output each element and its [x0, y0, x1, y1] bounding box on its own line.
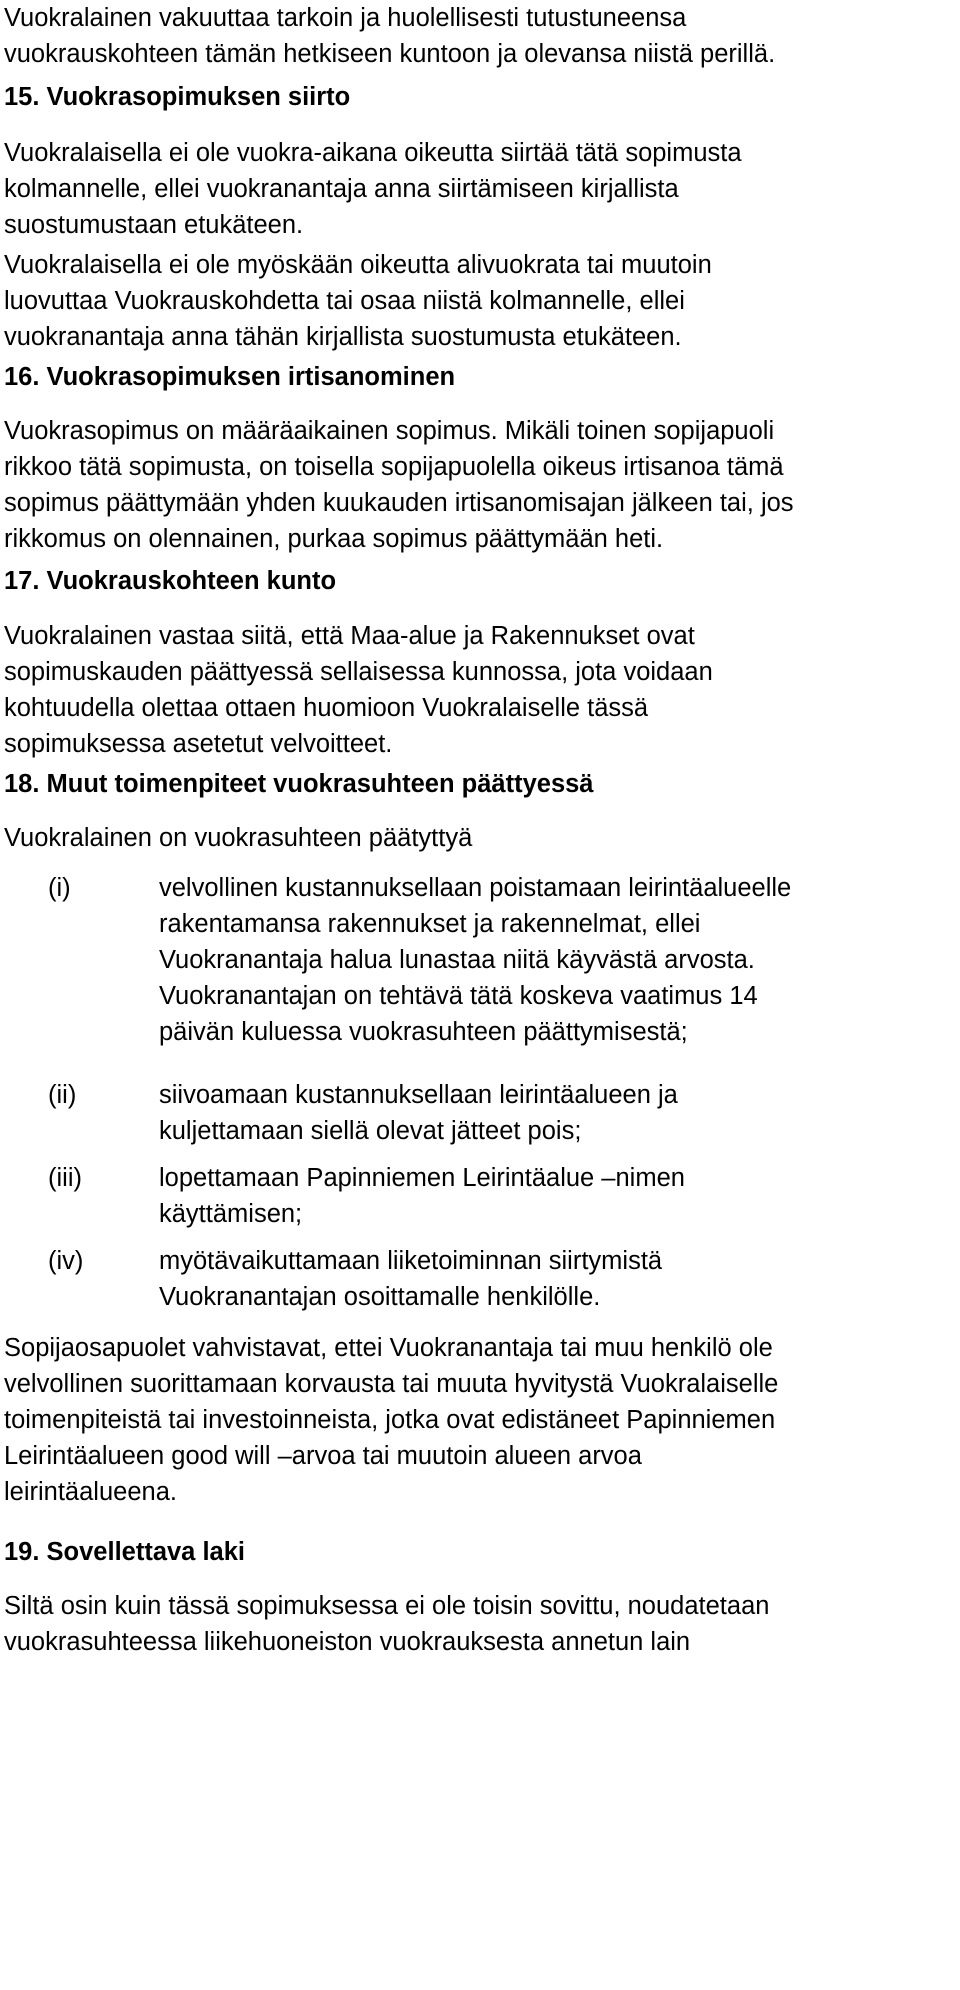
text-line: Vuokranantaja halua lunastaa niitä käyvästä arvosta. [159, 946, 755, 974]
list-item-text [159, 1243, 662, 1315]
text-line: siivoamaan kustannuksellaan leirintäalueen ja [159, 1081, 678, 1109]
section-19-heading: 19. Sovellettava laki [4, 1538, 245, 1566]
text-line: Vuokralaisella ei ole vuokra-aikana oikeutta siirtää tätä sopimusta [4, 139, 742, 167]
section-15-paragraph-1 [4, 135, 954, 243]
list-item-text [159, 870, 791, 1050]
text-line: Vuokralaisella ei ole myöskään oikeutta alivuokrata tai muutoin [4, 251, 712, 279]
list-marker: (iii) [48, 1164, 82, 1192]
text-line: Sopijaosapuolet vahvistavat, ettei Vuokranantaja tai muu henkilö ole [4, 1334, 773, 1362]
text-line: vuokranantaja anna tähän kirjallista suostumusta etukäteen. [4, 323, 682, 351]
text-line: Vuokralainen vakuuttaa tarkoin ja huolellisesti tutustuneensa [4, 4, 687, 32]
text-line: päivän kuluessa vuokrasuhteen päättymisestä; [159, 1018, 688, 1046]
text-line: myötävaikuttamaan liiketoiminnan siirtymistä [159, 1247, 663, 1275]
section-16-heading: 16. Vuokrasopimuksen irtisanominen [4, 363, 456, 391]
text-line: velvollinen suorittamaan korvausta tai muuta hyvitystä Vuokralaiselle [4, 1370, 779, 1398]
section-15-paragraph-2 [4, 247, 954, 355]
list-marker: (iv) [48, 1247, 84, 1275]
list-item-text [159, 1160, 685, 1232]
section-15-heading: 15. Vuokrasopimuksen siirto [4, 83, 351, 111]
list-marker: (i) [48, 874, 71, 902]
text-line: rikkomus on olennainen, purkaa sopimus päättymään heti. [4, 525, 664, 553]
text-line: Leirintäalueen good will –arvoa tai muutoin alueen arvoa [4, 1442, 642, 1470]
section-17-paragraph [4, 618, 954, 762]
text-line: leirintäalueena. [4, 1478, 177, 1506]
intro-paragraph [4, 0, 954, 72]
section-17-heading: 17. Vuokrauskohteen kunto [4, 567, 337, 595]
text-line: lopettamaan Papinniemen Leirintäalue –nimen [159, 1164, 685, 1192]
section-18-lead: Vuokralainen on vuokrasuhteen päätyttyä [4, 824, 473, 852]
list-marker: (ii) [48, 1081, 77, 1109]
text-line: vuokrauskohteen tämän hetkiseen kuntoon ja olevansa niistä perillä. [4, 40, 776, 68]
text-line: rakentamansa rakennukset ja rakennelmat, ellei [159, 910, 701, 938]
section-19-paragraph [4, 1588, 954, 1660]
text-line: suostumustaan etukäteen. [4, 211, 304, 239]
section-16-paragraph [4, 413, 954, 557]
text-line: kuljettamaan siellä olevat jätteet pois; [159, 1117, 582, 1145]
text-line: Vuokranantajan osoittamalle henkilölle. [159, 1283, 601, 1311]
section-18-closing-paragraph [4, 1330, 954, 1510]
text-line: luovuttaa Vuokrauskohdetta tai osaa niistä kolmannelle, ellei [4, 287, 685, 315]
text-line: käyttämisen; [159, 1200, 303, 1228]
text-line: sopimuksessa asetetut velvoitteet. [4, 730, 393, 758]
text-line: Siltä osin kuin tässä sopimuksessa ei ole toisin sovittu, noudatetaan [4, 1592, 770, 1620]
text-line: rikkoo tätä sopimusta, on toisella sopijapuolella oikeus irtisanoa tämä [4, 453, 784, 481]
list-item-text [159, 1077, 678, 1149]
text-line: Vuokrasopimus on määräaikainen sopimus. Mikäli toinen sopijapuoli [4, 417, 775, 445]
text-line: sopimus päättymään yhden kuukauden irtisanomisajan jälkeen tai, jos [4, 489, 794, 517]
text-line: velvollinen kustannuksellaan poistamaan leirintäalueelle [159, 874, 792, 902]
text-line: sopimuskauden päättyessä sellaisessa kunnossa, jota voidaan [4, 658, 713, 686]
text-line: kohtuudella olettaa ottaen huomioon Vuokralaiselle tässä [4, 694, 649, 722]
text-line: Vuokralainen vastaa siitä, että Maa-alue ja Rakennukset ovat [4, 622, 695, 650]
text-line: Vuokranantajan on tehtävä tätä koskeva vaatimus 14 [159, 982, 758, 1010]
section-18-heading: 18. Muut toimenpiteet vuokrasuhteen päättyessä [4, 770, 594, 798]
text-line: toimenpiteistä tai investoinneista, jotka ovat edistäneet Papinniemen [4, 1406, 776, 1434]
text-line: vuokrasuhteessa liikehuoneiston vuokrauksesta annetun lain [4, 1628, 691, 1656]
text-line: kolmannelle, ellei vuokranantaja anna siirtämiseen kirjallista [4, 175, 679, 203]
